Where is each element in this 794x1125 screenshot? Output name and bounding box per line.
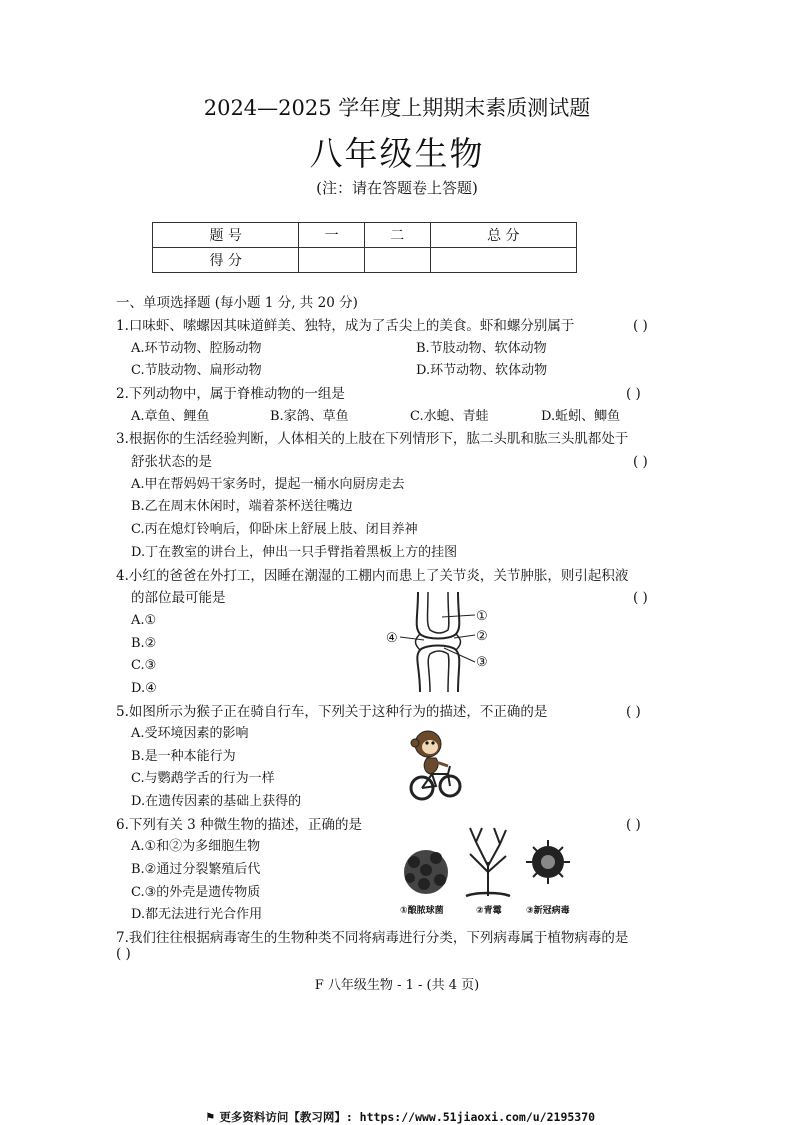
option-b: B.家鸽、草鱼 <box>270 409 349 424</box>
question-3-stem: 3.根据你的生活经验判断，人体相关的上肢在下列情形下，肱二头肌和肱三头肌都处于 <box>116 431 629 447</box>
question-3-stem-cont: 舒张状态的是 <box>131 454 212 470</box>
subject-title: 八年级生物 <box>309 134 485 173</box>
question-2-stem: 2.下列动物中，属于脊椎动物的一组是 <box>116 386 345 402</box>
coronavirus <box>526 840 570 884</box>
answer-paren[interactable]: ( ) <box>626 386 641 402</box>
score-table <box>152 222 577 273</box>
answer-paren[interactable]: ( ) <box>116 946 131 962</box>
option-b: B.乙在周末休闲时，端着茶杯送往嘴边 <box>131 499 353 514</box>
penicillium <box>466 828 510 896</box>
question-4-stem-cont: 的部位最可能是 <box>131 590 226 606</box>
joint-label-4: ④ <box>386 631 398 646</box>
score-cell: 得 分 <box>153 248 299 273</box>
joint-label-1: ① <box>476 609 488 624</box>
question-4-stem: 4.小红的爸爸在外打工，因睡在潮湿的工棚内而患上了关节炎，关节肿胀，则引起积液 <box>116 568 629 584</box>
score-cell[interactable] <box>299 248 365 273</box>
bottom-link-bar[interactable] <box>205 1109 595 1125</box>
answer-paren[interactable]: ( ) <box>626 817 641 833</box>
answer-paren[interactable]: ( ) <box>633 454 648 470</box>
option-b: B.②通过分裂繁殖后代 <box>131 862 261 877</box>
score-cell: 总 分 <box>430 223 576 248</box>
option-d: D.蚯蚓、鲫鱼 <box>541 409 621 424</box>
question-6-stem: 6.下列有关 3 种微生物的描述，正确的是 <box>116 817 363 833</box>
bacteria-cluster <box>404 850 448 894</box>
exam-title: 2024—2025 学年度上期期末素质测试题 <box>203 96 591 120</box>
caption-penicillium: ②青霉 <box>476 906 502 916</box>
question-7-stem: 7.我们往往根据病毒寄生的生物种类不同将病毒进行分类，下列病毒属于植物病毒的是 <box>116 930 629 946</box>
option-a: A.甲在帮妈妈干家务时，提起一桶水向厨房走去 <box>131 477 405 492</box>
option-c: C.与鹦鹉学舌的行为一样 <box>131 771 275 786</box>
option-c: C.丙在熄灯铃响后，仰卧床上舒展上肢、闭目养神 <box>131 522 418 537</box>
option-a: A.章鱼、鲤鱼 <box>131 409 210 424</box>
question-1-stem: 1.口味虾、嗦螺因其味道鲜美、独特，成为了舌尖上的美食。虾和螺分别属于 <box>116 318 575 334</box>
option-a: A.环节动物、腔肠动物 <box>131 341 262 356</box>
option-c: C.③的外壳是遗传物质 <box>131 885 261 900</box>
option-d: D.都无法进行光合作用 <box>131 907 263 922</box>
score-cell[interactable] <box>430 248 576 273</box>
option-c: C.节肢动物、扁形动物 <box>131 363 262 378</box>
option-b: B.是一种本能行为 <box>131 749 236 764</box>
option-d: D.④ <box>131 681 157 696</box>
option-a: A.受环境因素的影响 <box>131 726 249 741</box>
option-b: B.节肢动物、软体动物 <box>416 341 547 356</box>
option-a: A.①和②为多细胞生物 <box>131 839 261 854</box>
joint-label-2: ② <box>476 629 488 644</box>
caption-bacteria: ①酿脓球菌 <box>400 906 444 916</box>
score-cell: 题 号 <box>153 223 299 248</box>
microorganism-figure <box>396 822 580 904</box>
bottom-link-text[interactable]: 更多资料访问【教习网】: https://www.51jiaoxi.com/u/2195370 <box>219 1110 596 1124</box>
option-d: D.环节动物、软体动物 <box>416 363 548 378</box>
monkey-bicycle-illustration <box>410 728 462 802</box>
page-footer: F 八年级生物 - 1 - (共 4 页) <box>314 978 480 993</box>
option-c: C.水螅、青蛙 <box>410 409 489 424</box>
option-d: D.在遗传因素的基础上获得的 <box>131 794 302 809</box>
score-cell[interactable] <box>364 248 430 273</box>
answer-paren[interactable]: ( ) <box>626 704 641 720</box>
option-c: C.③ <box>131 658 157 673</box>
caption-coronavirus: ③新冠病毒 <box>526 906 570 916</box>
question-5-stem: 5.如图所示为猴子正在骑自行车，下列关于这种行为的描述，不正确的是 <box>116 704 548 720</box>
joint-label-3: ③ <box>476 655 488 670</box>
answer-paren[interactable]: ( ) <box>633 318 648 334</box>
option-a: A.① <box>131 613 157 628</box>
section-heading: 一、单项选择题 (每小题 1 分, 共 20 分) <box>116 295 358 311</box>
note: (注：请在答题卷上答题) <box>316 179 478 197</box>
option-d: D.丁在教室的讲台上，伸出一只手臂指着黑板上方的挂图 <box>131 545 458 560</box>
answer-paren[interactable]: ( ) <box>633 590 648 606</box>
flag-icon: ⚑ <box>205 1110 220 1124</box>
option-b: B.② <box>131 636 157 651</box>
score-cell: 一 <box>299 223 365 248</box>
score-cell: 二 <box>364 223 430 248</box>
